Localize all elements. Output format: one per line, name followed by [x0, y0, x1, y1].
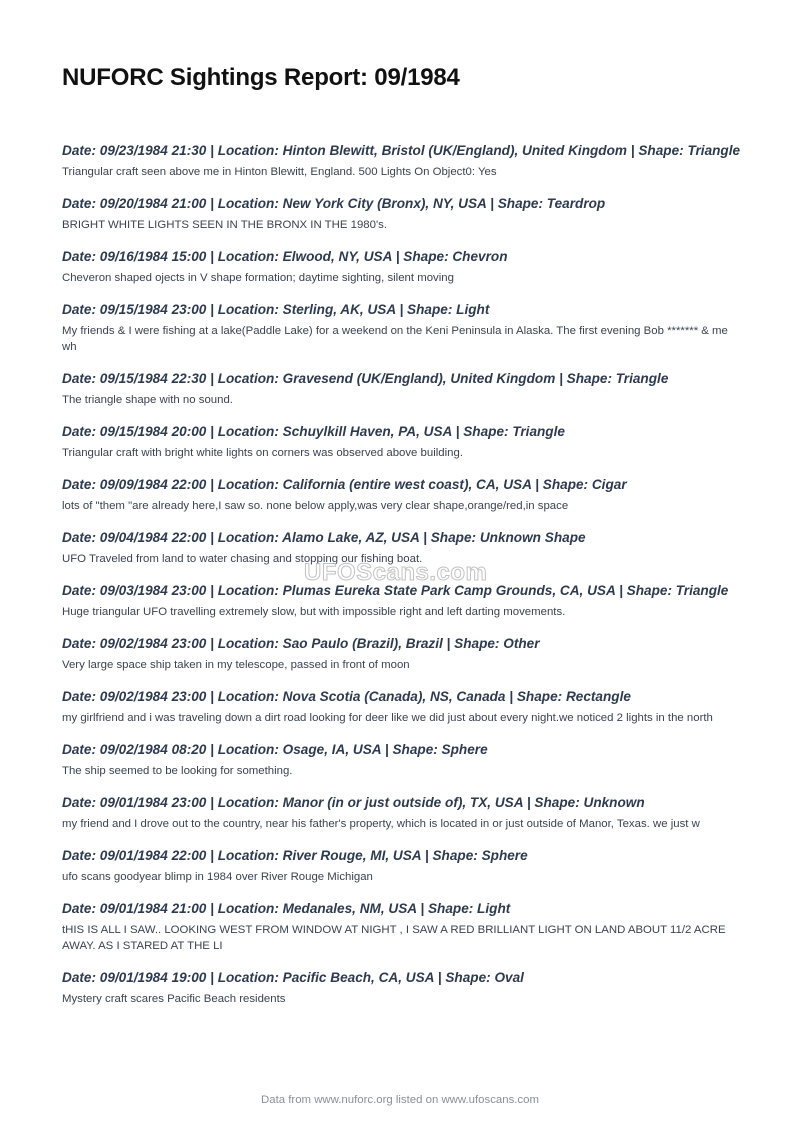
- sighting-header: Date: 09/04/1984 22:00 | Location: Alamo Lake, AZ, USA | Shape: Unknown Shape: [62, 530, 586, 545]
- sighting-entry: [62, 969, 742, 1007]
- sighting-header: Date: 09/01/1984 23:00 | Location: Manor (in or just outside of), TX, USA | Shape: Unknown: [62, 795, 645, 810]
- sighting-entry: [62, 301, 742, 355]
- sighting-summary: The triangle shape with no sound.: [62, 394, 233, 406]
- sighting-header: Date: 09/02/1984 23:00 | Location: Sao Paulo (Brazil), Brazil | Shape: Other: [62, 636, 540, 651]
- sighting-entry: [62, 900, 742, 954]
- sighting-header: Date: 09/02/1984 23:00 | Location: Nova Scotia (Canada), NS, Canada | Shape: Rectangle: [62, 689, 631, 704]
- sighting-summary: Triangular craft seen above me in Hinton Blewitt, England. 500 Lights On Object0: Yes: [62, 166, 497, 178]
- sighting-header: Date: 09/23/1984 21:30 | Location: Hinton Blewitt, Bristol (UK/England), United Kingdom | Shape: Triangle: [62, 143, 741, 158]
- sighting-entry: [62, 741, 742, 779]
- sighting-summary: tHIS IS ALL I SAW.. LOOKING WEST FROM WINDOW AT NIGHT , I SAW A RED BRILLIANT LIGHT ON LAND ABOUT 11/2 ACRE AWAY. AS I STARED AT THE LI: [62, 924, 726, 952]
- sighting-entry: [62, 195, 742, 233]
- sighting-entry: [62, 423, 742, 461]
- sighting-entry: [62, 794, 742, 832]
- sighting-header: Date: 09/01/1984 22:00 | Location: River Rouge, MI, USA | Shape: Sphere: [62, 848, 528, 863]
- sighting-summary: The ship seemed to be looking for something.: [62, 765, 293, 777]
- sighting-header: Date: 09/16/1984 15:00 | Location: Elwood, NY, USA | Shape: Chevron: [62, 249, 508, 264]
- sighting-header: Date: 09/03/1984 23:00 | Location: Plumas Eureka State Park Camp Grounds, CA, USA | Shape: Triangle: [62, 583, 729, 598]
- sighting-entry: [62, 582, 742, 620]
- sighting-summary: Triangular craft with bright white lights on corners was observed above building.: [62, 447, 463, 459]
- sighting-entry: [62, 847, 742, 885]
- sighting-header: Date: 09/15/1984 20:00 | Location: Schuylkill Haven, PA, USA | Shape: Triangle: [62, 424, 565, 439]
- sighting-summary: BRIGHT WHITE LIGHTS SEEN IN THE BRONX IN THE 1980's.: [62, 219, 387, 231]
- sighting-summary: UFO Traveled from land to water chasing and stopping our fishing boat.: [62, 553, 423, 565]
- sighting-summary: my friend and I drove out to the country, near his father's property, which is located in or just outside of Manor, Texas. we just w: [62, 818, 700, 830]
- sighting-summary: my girlfriend and i was traveling down a dirt road looking for deer like we did just about every night.we noticed 2 lights in the north: [62, 712, 713, 724]
- sighting-summary: Mystery craft scares Pacific Beach residents: [62, 993, 286, 1005]
- sighting-header: Date: 09/02/1984 08:20 | Location: Osage, IA, USA | Shape: Sphere: [62, 742, 488, 757]
- sighting-entry: [62, 142, 742, 180]
- sighting-entry: [62, 476, 742, 514]
- sighting-entry: [62, 688, 742, 726]
- sighting-summary: Huge triangular UFO travelling extremely slow, but with impossible right and left darting movements.: [62, 606, 566, 618]
- sightings-list: [62, 142, 742, 1022]
- sighting-summary: Cheveron shaped ojects in V shape formation; daytime sighting, silent moving: [62, 272, 454, 284]
- sighting-summary: Very large space ship taken in my telescope, passed in front of moon: [62, 659, 410, 671]
- page-title: NUFORC Sightings Report: 09/1984: [62, 64, 460, 91]
- sighting-entry: [62, 248, 742, 286]
- sighting-header: Date: 09/20/1984 21:00 | Location: New York City (Bronx), NY, USA | Shape: Teardrop: [62, 196, 606, 211]
- sighting-header: Date: 09/01/1984 21:00 | Location: Medanales, NM, USA | Shape: Light: [62, 901, 511, 916]
- sighting-header: Date: 09/15/1984 22:30 | Location: Gravesend (UK/England), United Kingdom | Shape: Triangle: [62, 371, 669, 386]
- sighting-summary: My friends & I were fishing at a lake(Paddle Lake) for a weekend on the Keni Peninsula in Alaska. The first evening Bob ******* & me wh: [62, 325, 728, 353]
- sighting-entry: [62, 529, 742, 567]
- sighting-header: Date: 09/01/1984 19:00 | Location: Pacific Beach, CA, USA | Shape: Oval: [62, 970, 524, 985]
- sighting-entry: [62, 635, 742, 673]
- sighting-header: Date: 09/09/1984 22:00 | Location: California (entire west coast), CA, USA | Shape: Cigar: [62, 477, 627, 492]
- sighting-header: Date: 09/15/1984 23:00 | Location: Sterling, AK, USA | Shape: Light: [62, 302, 490, 317]
- footer-source: Data from www.nuforc.org listed on www.ufoscans.com: [261, 1094, 539, 1106]
- sighting-summary: ufo scans goodyear blimp in 1984 over River Rouge Michigan: [62, 871, 373, 883]
- sighting-summary: lots of "them "are already here,I saw so. none below apply,was very clear shape,orange/red,in space: [62, 500, 569, 512]
- sighting-entry: [62, 370, 742, 408]
- watermark: UFOScans.com: [304, 559, 488, 586]
